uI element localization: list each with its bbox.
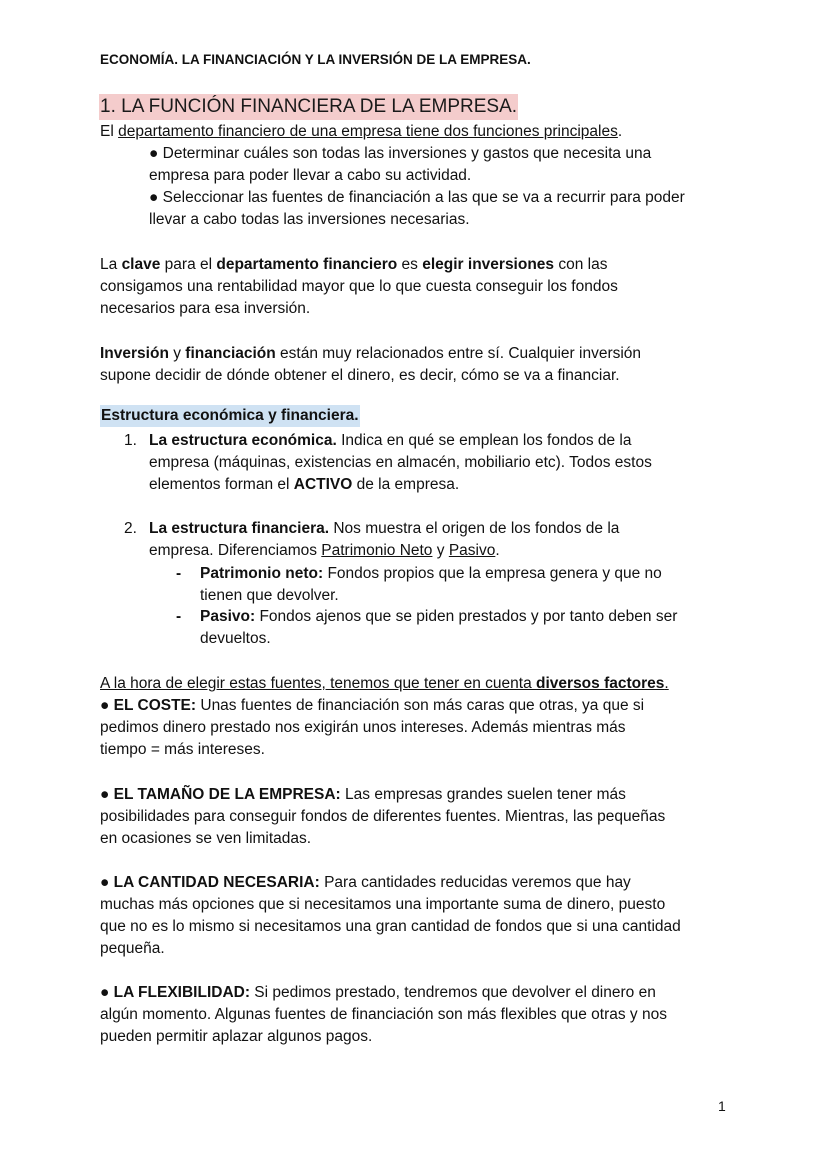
factors-intro xyxy=(100,673,669,695)
text: Indica en qué se emplean los fondos de la xyxy=(336,432,632,449)
factor-cantidad-line-1 xyxy=(100,872,631,894)
subitem-1-line-2: tienen que devolver. xyxy=(200,587,339,604)
section-heading: 1. LA FUNCIÓN FINANCIERA DE LA EMPRESA. xyxy=(99,94,518,120)
text: Fondos propios que la empresa genera y que no xyxy=(323,565,662,582)
text: y xyxy=(432,542,449,559)
text: Las empresas grandes suelen tener más xyxy=(340,786,626,803)
document-title: ECONOMÍA. LA FINANCIACIÓN Y LA INVERSIÓN DE LA EMPRESA. xyxy=(100,52,531,67)
bold-text: financiación xyxy=(185,345,276,362)
factor-flexibilidad-line-1 xyxy=(100,982,656,1004)
subitem-2-line-1 xyxy=(200,606,677,628)
text: con las xyxy=(554,256,608,273)
factor-cantidad-line-4: pequeña. xyxy=(100,940,165,957)
text: Para cantidades reducidas veremos que hay xyxy=(319,874,631,891)
structure-item-2-line-1 xyxy=(149,518,619,540)
bold-text: Pasivo: xyxy=(200,608,256,625)
function-item-2-line-1: ● Seleccionar las fuentes de financiación a las que se va a recurrir para poder xyxy=(149,189,685,206)
structure-item-1-number: 1. xyxy=(124,432,137,449)
structure-item-2-line-2 xyxy=(149,540,500,562)
page-number: 1 xyxy=(718,1098,726,1114)
subitem-1-dash: - xyxy=(176,565,182,582)
relation-paragraph-line-1 xyxy=(100,343,641,365)
bold-text: ● EL COSTE: xyxy=(100,697,197,714)
structure-item-1-line-2: empresa (máquinas, existencias en almacén, mobiliario etc). Todos estos xyxy=(149,454,652,471)
function-item-1-line-2: empresa para poder llevar a cabo su actividad. xyxy=(149,167,472,184)
text: . xyxy=(495,542,500,559)
text: elementos forman el xyxy=(149,476,294,493)
bold-text: La estructura financiera. xyxy=(149,520,330,537)
bold-text: ACTIVO xyxy=(293,476,353,493)
factor-flexibilidad-line-3: pueden permitir aplazar algunos pagos. xyxy=(100,1028,373,1045)
factor-coste-line-3: tiempo = más intereses. xyxy=(100,741,265,758)
intro-underlined: departamento financiero de una empresa tiene dos funciones principales xyxy=(118,123,618,140)
bold-text: ● LA FLEXIBILIDAD: xyxy=(100,984,250,1001)
bold-text: ● LA CANTIDAD NECESARIA: xyxy=(100,874,320,891)
text: empresa. Diferenciamos xyxy=(149,542,322,559)
text: es xyxy=(397,256,423,273)
text: La xyxy=(100,256,122,273)
bold-text: La estructura económica. xyxy=(149,432,337,449)
text: Si pedimos prestado, tendremos que devolver el dinero en xyxy=(250,984,656,1001)
factor-tamano-line-2: posibilidades para conseguir fondos de diferentes fuentes. Mientras, las pequeñas xyxy=(100,808,666,825)
structure-heading: Estructura económica y financiera. xyxy=(100,405,360,427)
text: de la empresa. xyxy=(352,476,460,493)
relation-paragraph-line-2: supone decidir de dónde obtener el dinero, es decir, cómo se va a financiar. xyxy=(100,367,620,384)
subitem-2-dash: - xyxy=(176,608,182,625)
bold-text: diversos factores xyxy=(536,675,665,692)
bold-text: Patrimonio neto: xyxy=(200,565,324,582)
factor-tamano-line-3: en ocasiones se ven limitadas. xyxy=(100,830,312,847)
structure-item-1-line-1 xyxy=(149,430,632,452)
text: . xyxy=(664,675,669,692)
factor-tamano-line-1 xyxy=(100,784,626,806)
underlined-text: Pasivo xyxy=(448,542,496,559)
text: están muy relacionados entre sí. Cualquier inversión xyxy=(275,345,642,362)
text: Unas fuentes de financiación son más caras que otras, ya que si xyxy=(196,697,645,714)
bold-text: clave xyxy=(121,256,161,273)
intro-paragraph xyxy=(100,121,622,143)
function-item-2-line-2: llevar a cabo todas las inversiones necesarias. xyxy=(149,211,470,228)
key-paragraph-line-3: necesarios para esa inversión. xyxy=(100,300,311,317)
factor-coste-line-2: pedimos dinero prestado nos exigirán unos intereses. Además mientras más xyxy=(100,719,626,736)
underlined-text: Patrimonio Neto xyxy=(321,542,433,559)
subitem-2-line-2: devueltos. xyxy=(200,630,271,647)
function-item-1-line-1: ● Determinar cuáles son todas las inversiones y gastos que necesita una xyxy=(149,145,652,162)
text: y xyxy=(168,345,186,362)
intro-suffix: . xyxy=(617,123,623,140)
factor-cantidad-line-2: muchas más opciones que si necesitamos una importante suma de dinero, puesto xyxy=(100,896,666,913)
text: Nos muestra el origen de los fondos de la xyxy=(329,520,620,537)
bold-text: departamento financiero xyxy=(216,256,398,273)
key-paragraph-line-1 xyxy=(100,254,607,276)
structure-item-1-line-3 xyxy=(149,474,459,496)
text: A la hora de elegir estas fuentes, tenemos que tener en cuenta xyxy=(100,675,537,692)
factor-flexibilidad-line-2: algún momento. Algunas fuentes de financiación son más flexibles que otras y nos xyxy=(100,1006,667,1023)
bold-text: ● EL TAMAÑO DE LA EMPRESA: xyxy=(100,786,341,803)
text: para el xyxy=(160,256,217,273)
bold-text: Inversión xyxy=(100,345,169,362)
subitem-1-line-1 xyxy=(200,563,662,585)
factor-cantidad-line-3: que no es lo mismo si necesitamos una gran cantidad de fondos que si una cantidad xyxy=(100,918,681,935)
intro-prefix: El xyxy=(100,123,119,140)
text: Fondos ajenos que se piden prestados y por tanto deben ser xyxy=(255,608,678,625)
bold-text: elegir inversiones xyxy=(422,256,555,273)
structure-item-2-number: 2. xyxy=(124,520,137,537)
key-paragraph-line-2: consigamos una rentabilidad mayor que lo que cuesta conseguir los fondos xyxy=(100,278,618,295)
factor-coste-line-1 xyxy=(100,695,644,717)
